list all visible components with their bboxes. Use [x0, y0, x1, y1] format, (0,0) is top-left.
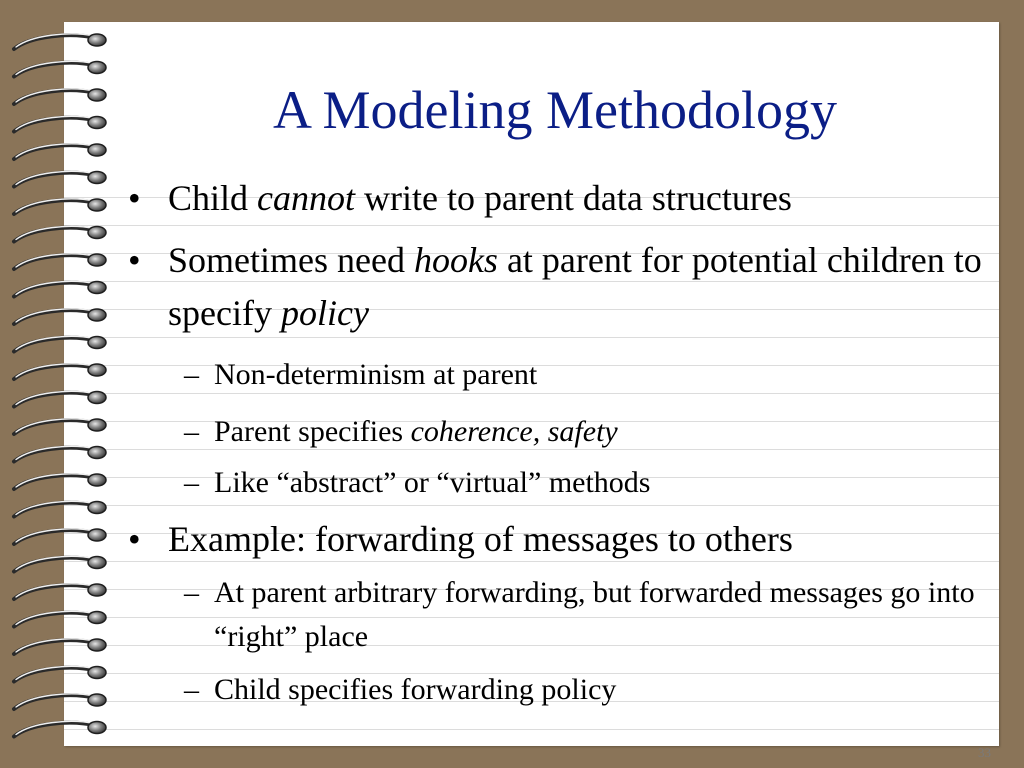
spiral-coil-wire	[14, 530, 96, 544]
spiral-coil-loop	[88, 557, 106, 569]
bullet-text: Example: forwarding of messages to others	[168, 519, 793, 559]
spiral-coil-wire	[14, 145, 96, 159]
spiral-coil-wire	[14, 310, 96, 324]
spiral-coil-wire	[14, 668, 96, 682]
dash-icon: –	[184, 415, 199, 448]
spiral-coil-wire	[14, 695, 96, 709]
bullet-text: at parent for potential children to specify	[168, 240, 982, 333]
spiral-coil-wire	[14, 448, 96, 462]
spiral-coil-loop	[88, 144, 106, 156]
sub-bullet-text: Parent specifies	[214, 415, 411, 448]
spiral-coil-loop	[88, 722, 106, 734]
page-number: 33	[978, 745, 991, 760]
spiral-coil-wire	[14, 365, 96, 379]
spiral-coil-loop	[88, 254, 106, 266]
bullet-icon: •	[128, 240, 141, 280]
spiral-coil-loop	[88, 227, 106, 239]
bullet-item	[128, 172, 988, 225]
spiral-coil-wire	[14, 558, 96, 572]
sub-bullet-emphasis: coherence, safety	[410, 415, 618, 448]
spiral-coil-wire	[14, 255, 96, 269]
spiral-coil-wire	[14, 35, 96, 49]
spiral-coil-loop	[88, 34, 106, 46]
spiral-coil-loop	[88, 309, 106, 321]
sub-bullet-item	[128, 353, 988, 397]
spiral-coil-wire	[14, 63, 96, 77]
spiral-coil-wire	[14, 503, 96, 517]
bullet-emphasis: cannot	[257, 178, 355, 218]
spiral-coil-wire	[14, 283, 96, 297]
sub-bullet-text: Non-determinism at parent	[214, 358, 538, 391]
sub-bullet-item	[128, 571, 988, 659]
bullet-item	[128, 513, 988, 566]
spiral-coil-loop	[88, 364, 106, 376]
bullet-emphasis: policy	[280, 293, 369, 333]
spiral-coil-wire	[14, 585, 96, 599]
spiral-coil-loop	[88, 337, 106, 349]
spiral-coil-loop	[88, 282, 106, 294]
spiral-coil-loop	[88, 584, 106, 596]
spiral-coil-loop	[88, 667, 106, 679]
spiral-coil-loop	[88, 419, 106, 431]
sub-bullet-item	[128, 461, 988, 505]
spiral-coil-wire	[14, 613, 96, 627]
spiral-coil-loop	[88, 62, 106, 74]
dash-icon: –	[184, 466, 199, 499]
spiral-coil-loop	[88, 529, 106, 541]
spiral-coil-loop	[88, 612, 106, 624]
sub-bullet-text: Child specifies forwarding policy	[214, 673, 617, 706]
slide-title: A Modeling Methodology	[273, 80, 837, 140]
spiral-coil-wire	[14, 228, 96, 242]
spiral-coil-wire	[14, 173, 96, 187]
bullet-text: Child	[168, 178, 258, 218]
bullet-icon: •	[128, 519, 141, 559]
spiral-coil-loop	[88, 172, 106, 184]
spiral-coil-loop	[88, 447, 106, 459]
bullet-text: Sometimes need	[168, 240, 414, 280]
bullet-icon: •	[128, 178, 141, 218]
spiral-coil-wire	[14, 420, 96, 434]
spiral-coil-wire	[14, 393, 96, 407]
slide-body	[128, 172, 988, 712]
dash-icon: –	[184, 358, 199, 391]
sub-bullet-text: Like “abstract” or “virtual” methods	[214, 466, 651, 499]
bullet-text: write to parent data structures	[355, 178, 792, 218]
sub-bullet-text: At parent arbitrary forwarding, but forwarded messages go into “right” place	[214, 576, 975, 653]
spiral-coil-loop	[88, 199, 106, 211]
spiral-coil-wire	[14, 338, 96, 352]
dash-icon: –	[184, 576, 199, 609]
bullet-emphasis: hooks	[413, 240, 498, 280]
sub-bullet-item	[128, 410, 988, 454]
spiral-coil-loop	[88, 474, 106, 486]
spiral-coil-wire	[14, 475, 96, 489]
spiral-coil-loop	[88, 502, 106, 514]
spiral-coil-wire	[14, 200, 96, 214]
spiral-coil-loop	[88, 694, 106, 706]
dash-icon: –	[184, 673, 199, 706]
bullet-item	[128, 234, 988, 340]
spiral-coil-wire	[14, 640, 96, 654]
spiral-coil-loop	[88, 639, 106, 651]
spiral-coil-loop	[88, 392, 106, 404]
spiral-coil-wire	[14, 723, 96, 737]
sub-bullet-item	[128, 668, 988, 712]
